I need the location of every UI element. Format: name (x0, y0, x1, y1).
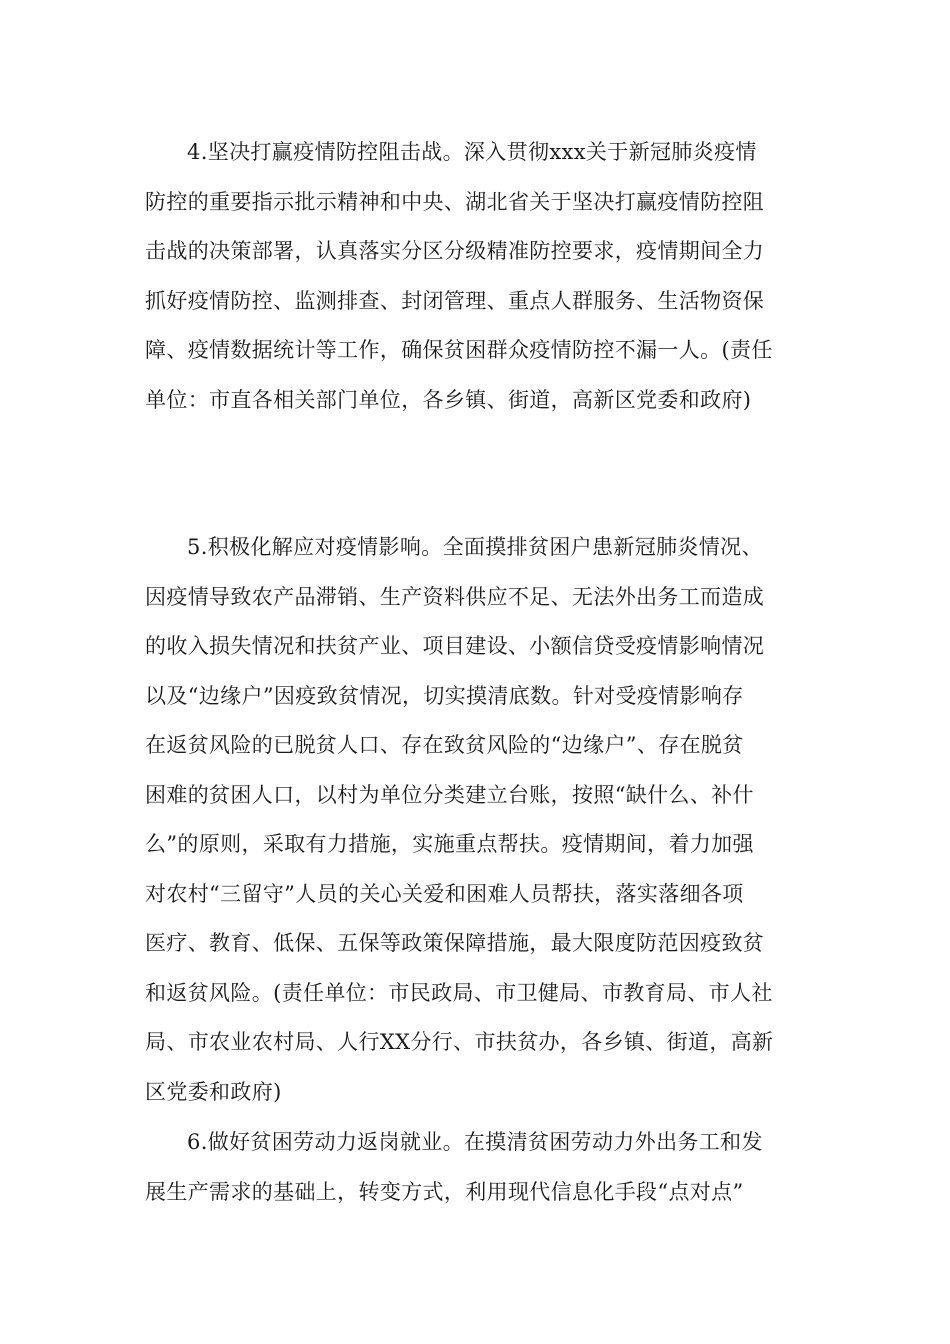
paragraph-line: 困难的贫困人口，以村为单位分类建立台账，按照“缺什么、补什 (145, 782, 754, 807)
paragraph-line: 在返贫风险的已脱贫人口、存在致贫风险的“边缘户”、存在脱贫 (145, 733, 744, 757)
paragraph-line: 击战的决策部署，认真落实分区分级精准防控要求，疫情期间全力 (145, 239, 765, 263)
paragraph-line: 5.积极化解应对疫情影响。全面摸排贫困户患新冠肺炎情况、 (187, 535, 763, 559)
paragraph-line: 以及“边缘户”因疫致贫情况，切实摸清底数。针对受疫情影响存 (145, 683, 744, 708)
paragraph-line: 和返贫风险。(责任单位：市民政局、市卫健局、市教育局、市人社 (145, 980, 773, 1005)
paragraph-line: 对农村“三留守”人员的关心关爱和困难人员帮扶，落实落细各项 (145, 881, 744, 906)
paragraph-line: 医疗、教育、低保、五保等政策保障措施，最大限度防范因疫致贫 (145, 931, 765, 955)
paragraph-line: 6.做好贫困劳动力返岗就业。在摸清贫困劳动力外出务工和发 (187, 1130, 763, 1154)
paragraph-line: 区党委和政府) (145, 1079, 282, 1104)
paragraph-epidemic-impact (145, 523, 805, 1117)
paragraph-line: 么”的原则，采取有力措施，实施重点帮扶。疫情期间，着力加强 (145, 832, 754, 856)
paragraph-line: 防控的重要指示批示精神和中央、湖北省关于坚决打赢疫情防控阻 (145, 189, 765, 214)
paragraph-line: 抓好疫情防控、监测排查、封闭管理、重点人群服务、生活物资保 (145, 288, 765, 313)
paragraph-line: 展生产需求的基础上，转变方式，利用现代信息化手段“点对点” (145, 1179, 744, 1204)
paragraph-epidemic-prevention (145, 128, 805, 425)
paragraph-line: 障、疫情数据统计等工作，确保贫困群众疫情防控不漏一人。(责任 (145, 338, 773, 362)
paragraph-line: 4.坚决打赢疫情防控阻击战。深入贯彻xxx关于新冠肺炎疫情 (187, 140, 757, 164)
paragraph-line: 单位：市直各相关部门单位，各乡镇、街道，高新区党委和政府) (145, 387, 752, 412)
paragraph-line: 因疫情导致农产品滞销、生产资料供应不足、无法外出务工而造成 (145, 584, 765, 609)
paragraph-line: 的收入损失情况和扶贫产业、项目建设、小额信贷受疫情影响情况 (145, 634, 765, 658)
paragraph-line: 局、市农业农村局、人行XX分行、市扶贫办，各乡镇、街道，高新 (145, 1030, 774, 1054)
paragraph-employment (145, 1118, 805, 1217)
